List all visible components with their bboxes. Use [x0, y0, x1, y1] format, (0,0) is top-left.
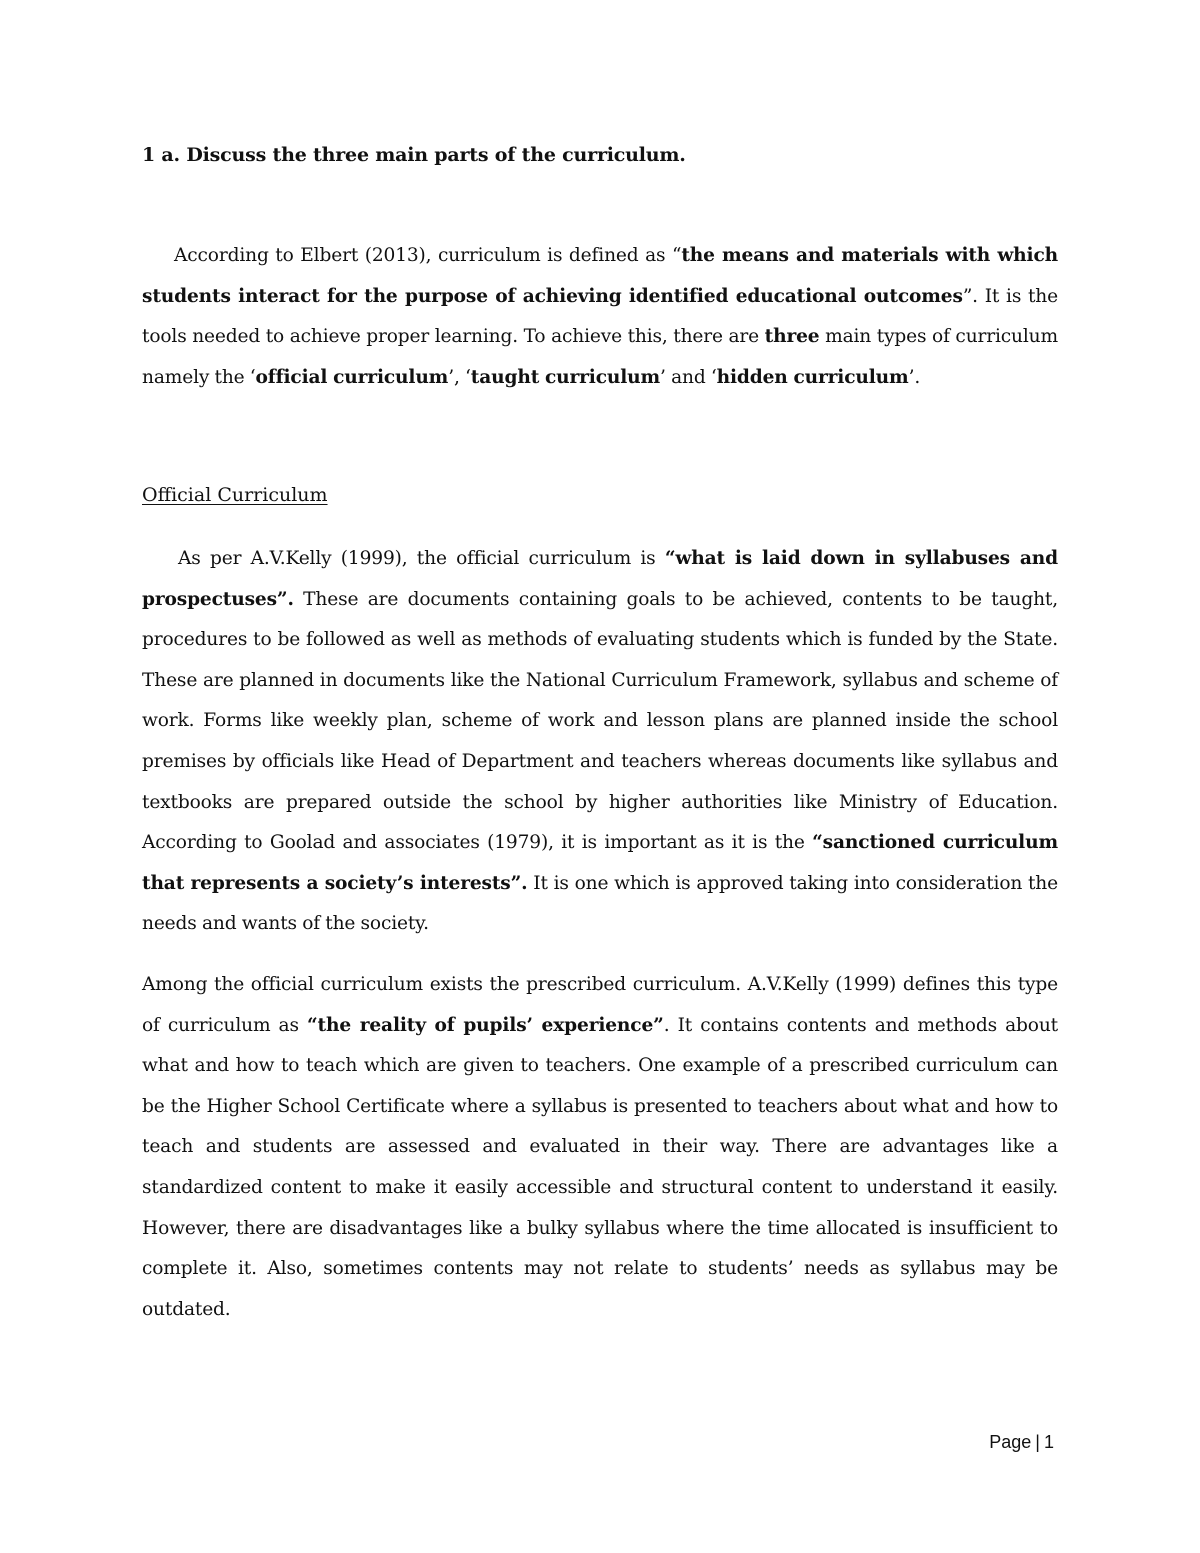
intro-text-2: ”. It is the tools needed to achieve proper learning. To achieve this, there are: [142, 285, 1058, 348]
prescribed-quote: “the reality of pupils’ experience”: [307, 1014, 664, 1036]
intro-text-3: main types of curriculum namely the ‘: [142, 326, 1058, 388]
section-title-official-curriculum: Official Curriculum: [142, 484, 328, 506]
page-number: 1: [1043, 1432, 1054, 1452]
prescribed-text-2: . It contains contents and methods about what and how to teach which are given to teachers. One example of a prescribed curriculum can be the Higher School Certificate where a syllabus is presented to teachers about what and how to teach and students are assessed and evaluated in their way. There are advantages like a standardized content to make it easily accessible and structural content to understand it easily. However, there are disadvantages like a bulky syllabus where the time allocated is insufficient to complete it. Also, sometimes contents may not relate to students’ needs as syllabus may be outdated.: [142, 1014, 1058, 1320]
intro-hidden: hidden curriculum: [716, 366, 909, 388]
intro-text-5: ’ and ‘: [660, 366, 717, 388]
intro-official: official curriculum: [255, 366, 449, 388]
question-heading: 1 a. Discuss the three main parts of the curriculum.: [142, 144, 686, 166]
official-text-3: It is one which is approved taking into consideration the needs and wants of the society.: [142, 872, 1058, 935]
intro-text-6: ’.: [908, 366, 921, 388]
intro-definition: the means and materials with which students interact for the purpose of achieving identified educational outcomes: [142, 245, 1058, 307]
page-footer: [989, 1432, 1054, 1453]
page-separator: |: [1035, 1432, 1040, 1452]
page-label: Page: [989, 1432, 1032, 1452]
official-quote-2: “sanctioned curriculum that represents a society’s interests”.: [142, 832, 1058, 894]
prescribed-curriculum-paragraph: [142, 965, 1058, 1330]
official-text-1: As per A.V.Kelly (1999), the official curriculum is: [178, 548, 665, 569]
intro-paragraph: [142, 236, 1058, 398]
intro-text-4: ’, ‘: [448, 366, 471, 388]
official-text-2: These are documents containing goals to be achieved, contents to be taught, procedures to be followed as well as methods of evaluating students which is funded by the State. These are planned in documents like the National Curriculum Framework, syllabus and scheme of work. Forms like weekly plan, scheme of work and lesson plans are planned inside the school premises by officials like Head of Department and teachers whereas documents like syllabus and textbooks are prepared outside the school by higher authorities like Ministry of Education. According to Goolad and associates (1979), it is important as it is the: [142, 588, 1058, 854]
official-curriculum-paragraph: [142, 539, 1058, 945]
official-quote-1: “what is laid down in syllabuses and prospectuses”.: [142, 548, 1058, 610]
intro-taught: taught curriculum: [470, 366, 661, 388]
prescribed-text-1: Among the official curriculum exists the prescribed curriculum. A.V.Kelly (1999) defines this type of curriculum as: [142, 974, 1058, 1036]
intro-three: three: [764, 326, 820, 348]
intro-text-1: According to Elbert (2013), curriculum is defined as “: [174, 245, 682, 266]
